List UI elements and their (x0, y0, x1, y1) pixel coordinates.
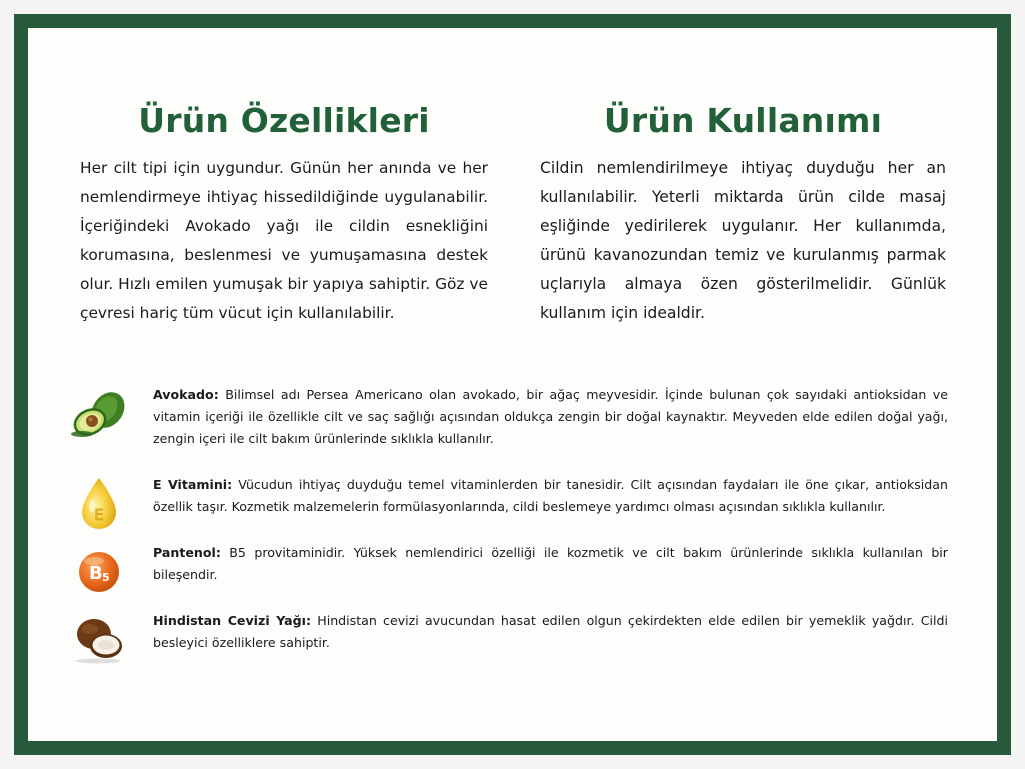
ingredient-description: Bilimsel adı Persea Americano olan avokado, bir ağaç meyvesidir. İçinde bulunan çok sayıdaki antioksidan ve vitamin içeriği ile özellikle cilt ve saç sağlığı açısından oldukça zengin bir doğal kaynaktır. Meyveden elde edilen doğal yağı, zengin içeri ile cilt bakım ürünlerinde sıklıkla kullanılır. (153, 387, 948, 446)
page-frame (14, 14, 1011, 755)
svg-text:E: E (94, 506, 104, 524)
ingredient-list (68, 384, 948, 654)
ingredient-description: Hindistan cevizi avucundan hasat edilen olgun çekirdekten elde edilen bir yemeklik yağdır. Cildi besleyici özelliklere sahiptir. (153, 613, 948, 650)
ingredient-description: B5 provitaminidir. Yüksek nemlendirici özelliği ile kozmetik ve cilt bakım ürünlerinde sıklıkla kullanılan bir bileşendir. (153, 545, 948, 582)
coconut-icon (68, 612, 130, 668)
product-features-section (80, 100, 488, 328)
product-features-text: Her cilt tipi için uygundur. Günün her anında ve her nemlendirmeye ihtiyaç hissedildiğinde uygulanabilir. İçeriğindeki Avokado yağı ile cildin esnekliğini korumasına, beslenmesi ve yumuşamasına destek olur. Hızlı emilen yumuşak bir yapıya sahiptir. Göz ve çevresi hariç tüm vücut için kullanılabilir. (80, 159, 488, 322)
product-usage-title: Ürün Kullanımı (603, 101, 883, 140)
ingredient-panthenol (68, 542, 948, 586)
product-usage-text: Cildin nemlendirilmeye ihtiyaç duyduğu her an kullanılabilir. Yeterli miktarda ürün cilde masaj eşliğinde yedirilerek uygulanır. Her kullanımda, ürünü kavanozundan temiz ve kurulanmış parmak uçlarıyla almaya özen gösterilmelidir. Günlük kullanım için idealdir. (540, 159, 946, 322)
ingredient-coconut-oil (68, 610, 948, 654)
ingredient-vitamin-e (68, 474, 948, 524)
product-features-title: Ürün Özellikleri (138, 101, 430, 140)
ingredient-name: Avokado: (153, 387, 219, 402)
vitamin-b5-icon (68, 544, 130, 600)
ingredient-description: Vücudun ihtiyaç duyduğu temel vitaminlerden bir tanesidir. Cilt açısından faydaları ile öne çıkar, antioksidan özellik taşır. Kozmetik malzemelerin formülasyonlarında, cildi beslemeye yardımcı olması açısından sıklıkla kullanılır. (153, 477, 948, 514)
ingredient-avocado (68, 384, 948, 450)
svg-text:B: B (89, 563, 103, 584)
ingredient-name: E Vitamini: (153, 477, 233, 492)
ingredient-name: Pantenol: (153, 545, 221, 560)
ingredient-name: Hindistan Cevizi Yağı: (153, 613, 312, 628)
avocado-icon (68, 386, 130, 442)
svg-text:5: 5 (102, 571, 110, 584)
product-usage-section (540, 100, 946, 328)
vitamin-e-drop-icon (68, 476, 130, 532)
